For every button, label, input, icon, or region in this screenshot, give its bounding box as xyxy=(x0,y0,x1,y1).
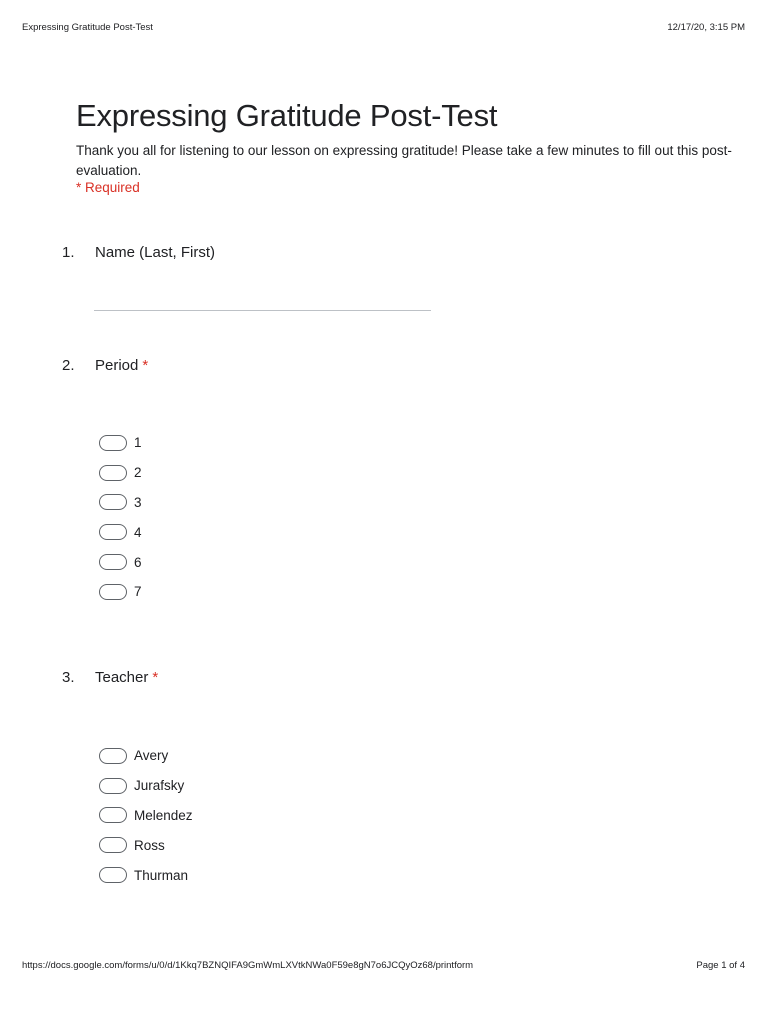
radio-option[interactable] xyxy=(99,577,142,607)
radio-button[interactable] xyxy=(99,867,127,883)
radio-option[interactable] xyxy=(99,458,142,488)
teacher-options xyxy=(99,741,193,890)
radio-option[interactable] xyxy=(99,801,193,831)
radio-button[interactable] xyxy=(99,837,127,853)
radio-button[interactable] xyxy=(99,465,127,481)
option-label: Avery xyxy=(134,748,169,764)
option-label: 2 xyxy=(134,465,142,481)
name-answer-field[interactable] xyxy=(94,310,431,311)
print-footer-url: https://docs.google.com/forms/u/0/d/1Kkq7BZNQIFA9GmWmLXVtkNWa0F59e8gN7o6JCQyOz68/printform xyxy=(22,960,474,971)
radio-option[interactable] xyxy=(99,488,142,518)
radio-option[interactable] xyxy=(99,428,142,458)
option-label: Thurman xyxy=(134,867,189,883)
radio-option[interactable] xyxy=(99,860,193,890)
question-label: Period xyxy=(95,357,139,374)
radio-option[interactable] xyxy=(99,741,193,771)
question-number: 3. xyxy=(62,669,75,686)
print-header-title: Expressing Gratitude Post-Test xyxy=(22,22,153,33)
question-teacher xyxy=(62,669,158,686)
option-label: Melendez xyxy=(134,807,193,823)
option-label: 4 xyxy=(134,524,142,540)
print-header-datetime: 12/17/20, 3:15 PM xyxy=(667,22,745,33)
option-label: 6 xyxy=(134,554,142,570)
radio-button[interactable] xyxy=(99,554,127,570)
period-options xyxy=(99,428,142,607)
form-description: Thank you all for listening to our lesson on expressing gratitude! Please take a few minutes to fill out this post-evaluation. xyxy=(76,143,732,178)
question-label: Teacher xyxy=(95,669,149,686)
question-number: 2. xyxy=(62,357,75,374)
option-label: Jurafsky xyxy=(134,778,185,794)
radio-button[interactable] xyxy=(99,584,127,600)
option-label: Ross xyxy=(134,837,165,853)
radio-button[interactable] xyxy=(99,494,127,510)
radio-button[interactable] xyxy=(99,748,127,764)
radio-button[interactable] xyxy=(99,524,127,540)
option-label: 1 xyxy=(134,435,142,451)
required-asterisk: * xyxy=(142,357,149,374)
question-label: Name (Last, First) xyxy=(95,244,216,261)
question-name xyxy=(62,244,215,261)
question-header xyxy=(62,244,215,261)
radio-button[interactable] xyxy=(99,435,127,451)
print-header xyxy=(22,22,745,33)
print-footer-page: Page 1 of 4 xyxy=(696,960,745,971)
radio-option[interactable] xyxy=(99,830,193,860)
radio-button[interactable] xyxy=(99,778,127,794)
question-number: 1. xyxy=(62,244,75,261)
option-label: 3 xyxy=(134,494,142,510)
question-header xyxy=(62,669,158,686)
question-header xyxy=(62,357,148,374)
required-asterisk: * xyxy=(152,669,159,686)
radio-button[interactable] xyxy=(99,807,127,823)
radio-option[interactable] xyxy=(99,547,142,577)
option-label: 7 xyxy=(134,584,142,600)
radio-option[interactable] xyxy=(99,771,193,801)
required-note: * Required xyxy=(76,180,140,195)
radio-option[interactable] xyxy=(99,517,142,547)
form-title: Expressing Gratitude Post-Test xyxy=(76,98,498,133)
print-footer xyxy=(22,960,745,971)
question-period xyxy=(62,357,148,374)
